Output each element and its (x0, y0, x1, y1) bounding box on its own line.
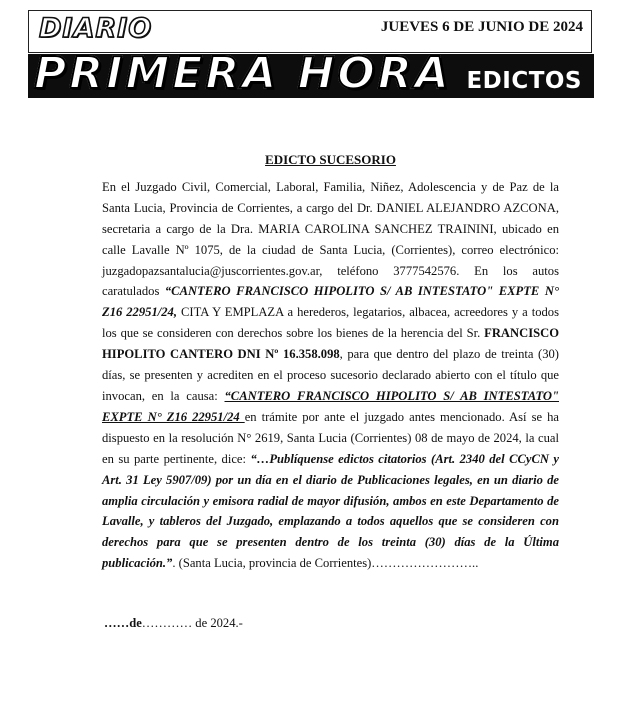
brand-primera-hora: PRIMERA HORA (34, 46, 452, 102)
case-title-underlined: “CANTERO FRANCISCO HIPOLITO S/ AB INTESTATO" EXPTE N° Z16 22951/24 (102, 388, 559, 424)
date-placeholder-rest: ………… de 2024.- (141, 616, 243, 630)
deceased-name: FRANCISCO HIPOLITO CANTERO DNI Nº 16.358.098 (102, 326, 559, 362)
case-title: “CANTERO FRANCISCO HIPOLITO S/ AB INTESTATO" EXPTE N° Z16 22951/24, (102, 284, 559, 320)
brand-diario: DIARIO (39, 13, 153, 44)
body-closing: . (Santa Lucia, provincia de Corrientes)…………………….. (172, 556, 479, 571)
body-resolution: en trámite por ante el juzgado antes mencionado. Así se ha dispuesto en la resolución N° 2619, Santa Lucia (Corrientes) 08 de mayo de 2024, la cual en su parte pertinente, dice: (102, 409, 559, 466)
edict-body (102, 177, 559, 574)
edict-title: EDICTO SUCESORIO (265, 152, 396, 167)
body-intro: En el Juzgado Civil, Comercial, Laboral, Familia, Niñez, Adolescencia y de Paz de la Santa Lucia, Provincia de Corrientes, a cargo del Dr. DANIEL ALEJANDRO AZCONA, secretaria a cargo de la Dra. MARIA CAROLINA SANCHEZ TRAININI, ubicado en calle Lavalle Nº 1075, de la ciudad de Santa Lucia, (Corrientes), correo electrónico: juzgadopazsantalucia@juscorrientes.gov.ar, teléfono 3777542576. En los autos caratulados (102, 179, 559, 299)
date-placeholder-day: ……de (104, 616, 142, 630)
date-placeholder (104, 616, 243, 631)
body-summons: CITA Y EMPLAZA a herederos, legatarios, albacea, acreedores y a todos los que se consideren con derechos sobre los bienes de la herencia del Sr. (102, 305, 560, 341)
issue-date: JUEVES 6 DE JUNIO DE 2024 (380, 19, 583, 35)
resolution-quote: “…Publíquense edictos citatorios (Art. 2340 del CCyCN y Art. 31 Ley 5907/09) por un día en el diario de Publicaciones legales, en un diario de amplia circulación y emisora radial de mayor difusión, ambos en este Departamento de Lavalle, y tableros del Juzgado, emplazando a todos aquellos que se consideren con derechos para que se presenten dentro de los treinta (30) días de la Última publicación.” (102, 451, 560, 571)
masthead (28, 10, 594, 98)
section-label: EDICTOS (466, 68, 582, 94)
body-term: , para que dentro del plazo de treinta (30) días, se presenten y acrediten en el proceso sucesorio declarado abierto con el título que invocan, en la causa: (102, 347, 559, 403)
edict-document (102, 150, 559, 574)
